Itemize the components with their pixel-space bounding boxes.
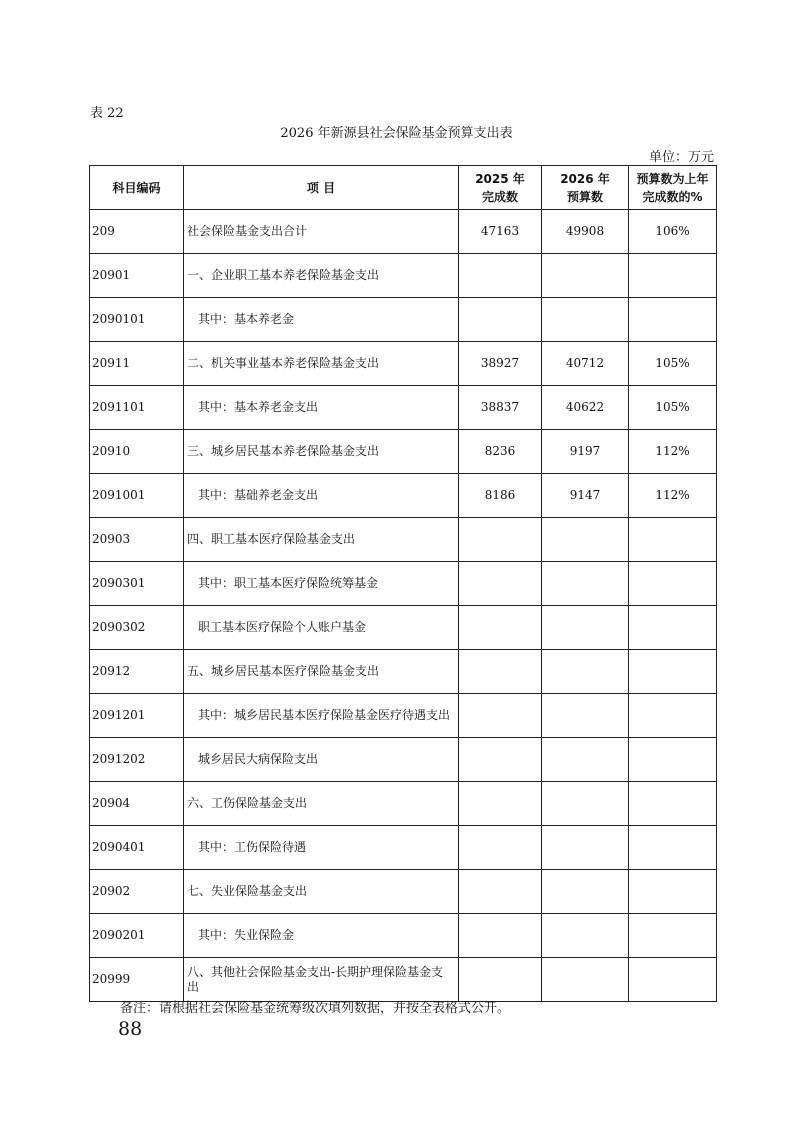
table-row (90, 562, 717, 606)
header-2026-line1: 2026 年 (560, 171, 610, 186)
cell-ratio (629, 870, 717, 914)
table-row (90, 738, 717, 782)
cell-code: 20902 (90, 870, 184, 914)
cell-code: 20999 (90, 958, 184, 1002)
cell-2026 (542, 606, 629, 650)
cell-2025 (459, 738, 542, 782)
cell-code: 2091201 (90, 694, 184, 738)
table-row (90, 694, 717, 738)
cell-code: 2091101 (90, 386, 184, 430)
cell-item: 其中：基础养老金支出 (184, 474, 459, 518)
header-row (90, 166, 717, 210)
cell-code: 20911 (90, 342, 184, 386)
cell-item: 四、职工基本医疗保险基金支出 (184, 518, 459, 562)
header-2026-line2: 预算数 (566, 189, 603, 204)
cell-2026: 9147 (542, 474, 629, 518)
cell-code: 2090301 (90, 562, 184, 606)
table-title: 2026 年新源县社会保险基金预算支出表 (280, 126, 513, 141)
cell-code: 2090401 (90, 826, 184, 870)
cell-2025 (459, 606, 542, 650)
cell-2026: 40622 (542, 386, 629, 430)
cell-2026 (542, 694, 629, 738)
cell-item: 其中：职工基本医疗保险统筹基金 (184, 562, 459, 606)
cell-item: 城乡居民大病保险支出 (184, 738, 459, 782)
cell-ratio: 105% (629, 342, 717, 386)
header-ratio-line1: 预算数为上年 (636, 171, 709, 186)
table-row (90, 782, 717, 826)
cell-code: 2090201 (90, 914, 184, 958)
budget-expenditure-table (89, 165, 717, 1002)
cell-2025 (459, 298, 542, 342)
cell-2025: 8186 (459, 474, 542, 518)
cell-item: 六、工伤保险基金支出 (184, 782, 459, 826)
cell-2025: 8236 (459, 430, 542, 474)
cell-ratio (629, 298, 717, 342)
header-2025-line2: 完成数 (481, 189, 518, 204)
table-row (90, 342, 717, 386)
cell-2025 (459, 254, 542, 298)
cell-2025: 38927 (459, 342, 542, 386)
table-row (90, 958, 717, 1002)
header-2025-line1: 2025 年 (475, 171, 525, 186)
cell-ratio: 112% (629, 474, 717, 518)
cell-2026 (542, 650, 629, 694)
cell-ratio (629, 518, 717, 562)
cell-ratio (629, 650, 717, 694)
cell-code: 20910 (90, 430, 184, 474)
cell-code: 2090101 (90, 298, 184, 342)
cell-item: 一、企业职工基本养老保险基金支出 (184, 254, 459, 298)
cell-2025 (459, 782, 542, 826)
table-row (90, 210, 717, 254)
cell-2026 (542, 914, 629, 958)
cell-item: 社会保险基金支出合计 (184, 210, 459, 254)
cell-2026: 49908 (542, 210, 629, 254)
cell-ratio (629, 606, 717, 650)
cell-2026 (542, 782, 629, 826)
table-row (90, 826, 717, 870)
cell-2026: 40712 (542, 342, 629, 386)
cell-ratio (629, 914, 717, 958)
header-2025 (459, 166, 542, 210)
cell-code: 2090302 (90, 606, 184, 650)
cell-2026 (542, 738, 629, 782)
cell-code: 209 (90, 210, 184, 254)
cell-item: 三、城乡居民基本养老保险基金支出 (184, 430, 459, 474)
cell-code: 20912 (90, 650, 184, 694)
table-row (90, 606, 717, 650)
table-number: 表 22 (90, 106, 124, 121)
table-row (90, 254, 717, 298)
cell-item: 其中：失业保险金 (184, 914, 459, 958)
cell-item: 职工基本医疗保险个人账户基金 (184, 606, 459, 650)
cell-ratio: 106% (629, 210, 717, 254)
cell-item: 五、城乡居民基本医疗保险基金支出 (184, 650, 459, 694)
cell-item: 其中：城乡居民基本医疗保险基金医疗待遇支出 (184, 694, 459, 738)
cell-2025 (459, 870, 542, 914)
cell-item: 其中：基本养老金支出 (184, 386, 459, 430)
cell-ratio (629, 694, 717, 738)
cell-2025 (459, 958, 542, 1002)
cell-2026 (542, 870, 629, 914)
cell-ratio (629, 782, 717, 826)
table-row (90, 386, 717, 430)
table-row (90, 430, 717, 474)
cell-code: 20901 (90, 254, 184, 298)
table-row (90, 298, 717, 342)
cell-item: 八、其他社会保险基金支出-长期护理保险基金支出 (184, 958, 459, 1002)
cell-ratio (629, 738, 717, 782)
header-item: 项 目 (184, 166, 459, 210)
cell-ratio (629, 958, 717, 1002)
cell-ratio (629, 562, 717, 606)
table-row (90, 914, 717, 958)
table-row (90, 650, 717, 694)
cell-2026 (542, 562, 629, 606)
cell-2026 (542, 518, 629, 562)
cell-2026 (542, 298, 629, 342)
cell-2026 (542, 254, 629, 298)
unit-label: 单位：万元 (648, 150, 714, 165)
header-2026 (542, 166, 629, 210)
header-ratio (629, 166, 717, 210)
cell-item: 其中：工伤保险待遇 (184, 826, 459, 870)
cell-2026 (542, 958, 629, 1002)
cell-item: 二、机关事业基本养老保险基金支出 (184, 342, 459, 386)
cell-code: 20903 (90, 518, 184, 562)
cell-ratio: 112% (629, 430, 717, 474)
cell-item: 七、失业保险基金支出 (184, 870, 459, 914)
cell-2025: 38837 (459, 386, 542, 430)
table-row (90, 518, 717, 562)
cell-2025 (459, 826, 542, 870)
cell-2025 (459, 562, 542, 606)
table-row (90, 870, 717, 914)
cell-2025 (459, 518, 542, 562)
cell-ratio (629, 254, 717, 298)
cell-2025: 47163 (459, 210, 542, 254)
footnote: 备注：请根据社会保险基金统筹级次填列数据，并按全表格式公开。 (120, 1001, 511, 1016)
header-ratio-line2: 完成数的% (642, 189, 703, 204)
cell-code: 2091202 (90, 738, 184, 782)
page-number: 88 (118, 1018, 143, 1040)
cell-item: 其中：基本养老金 (184, 298, 459, 342)
cell-code: 20904 (90, 782, 184, 826)
cell-code: 2091001 (90, 474, 184, 518)
cell-2025 (459, 694, 542, 738)
cell-2025 (459, 914, 542, 958)
header-code: 科目编码 (90, 166, 184, 210)
cell-ratio (629, 826, 717, 870)
table-row (90, 474, 717, 518)
cell-ratio: 105% (629, 386, 717, 430)
cell-2025 (459, 650, 542, 694)
cell-2026 (542, 826, 629, 870)
cell-2026: 9197 (542, 430, 629, 474)
